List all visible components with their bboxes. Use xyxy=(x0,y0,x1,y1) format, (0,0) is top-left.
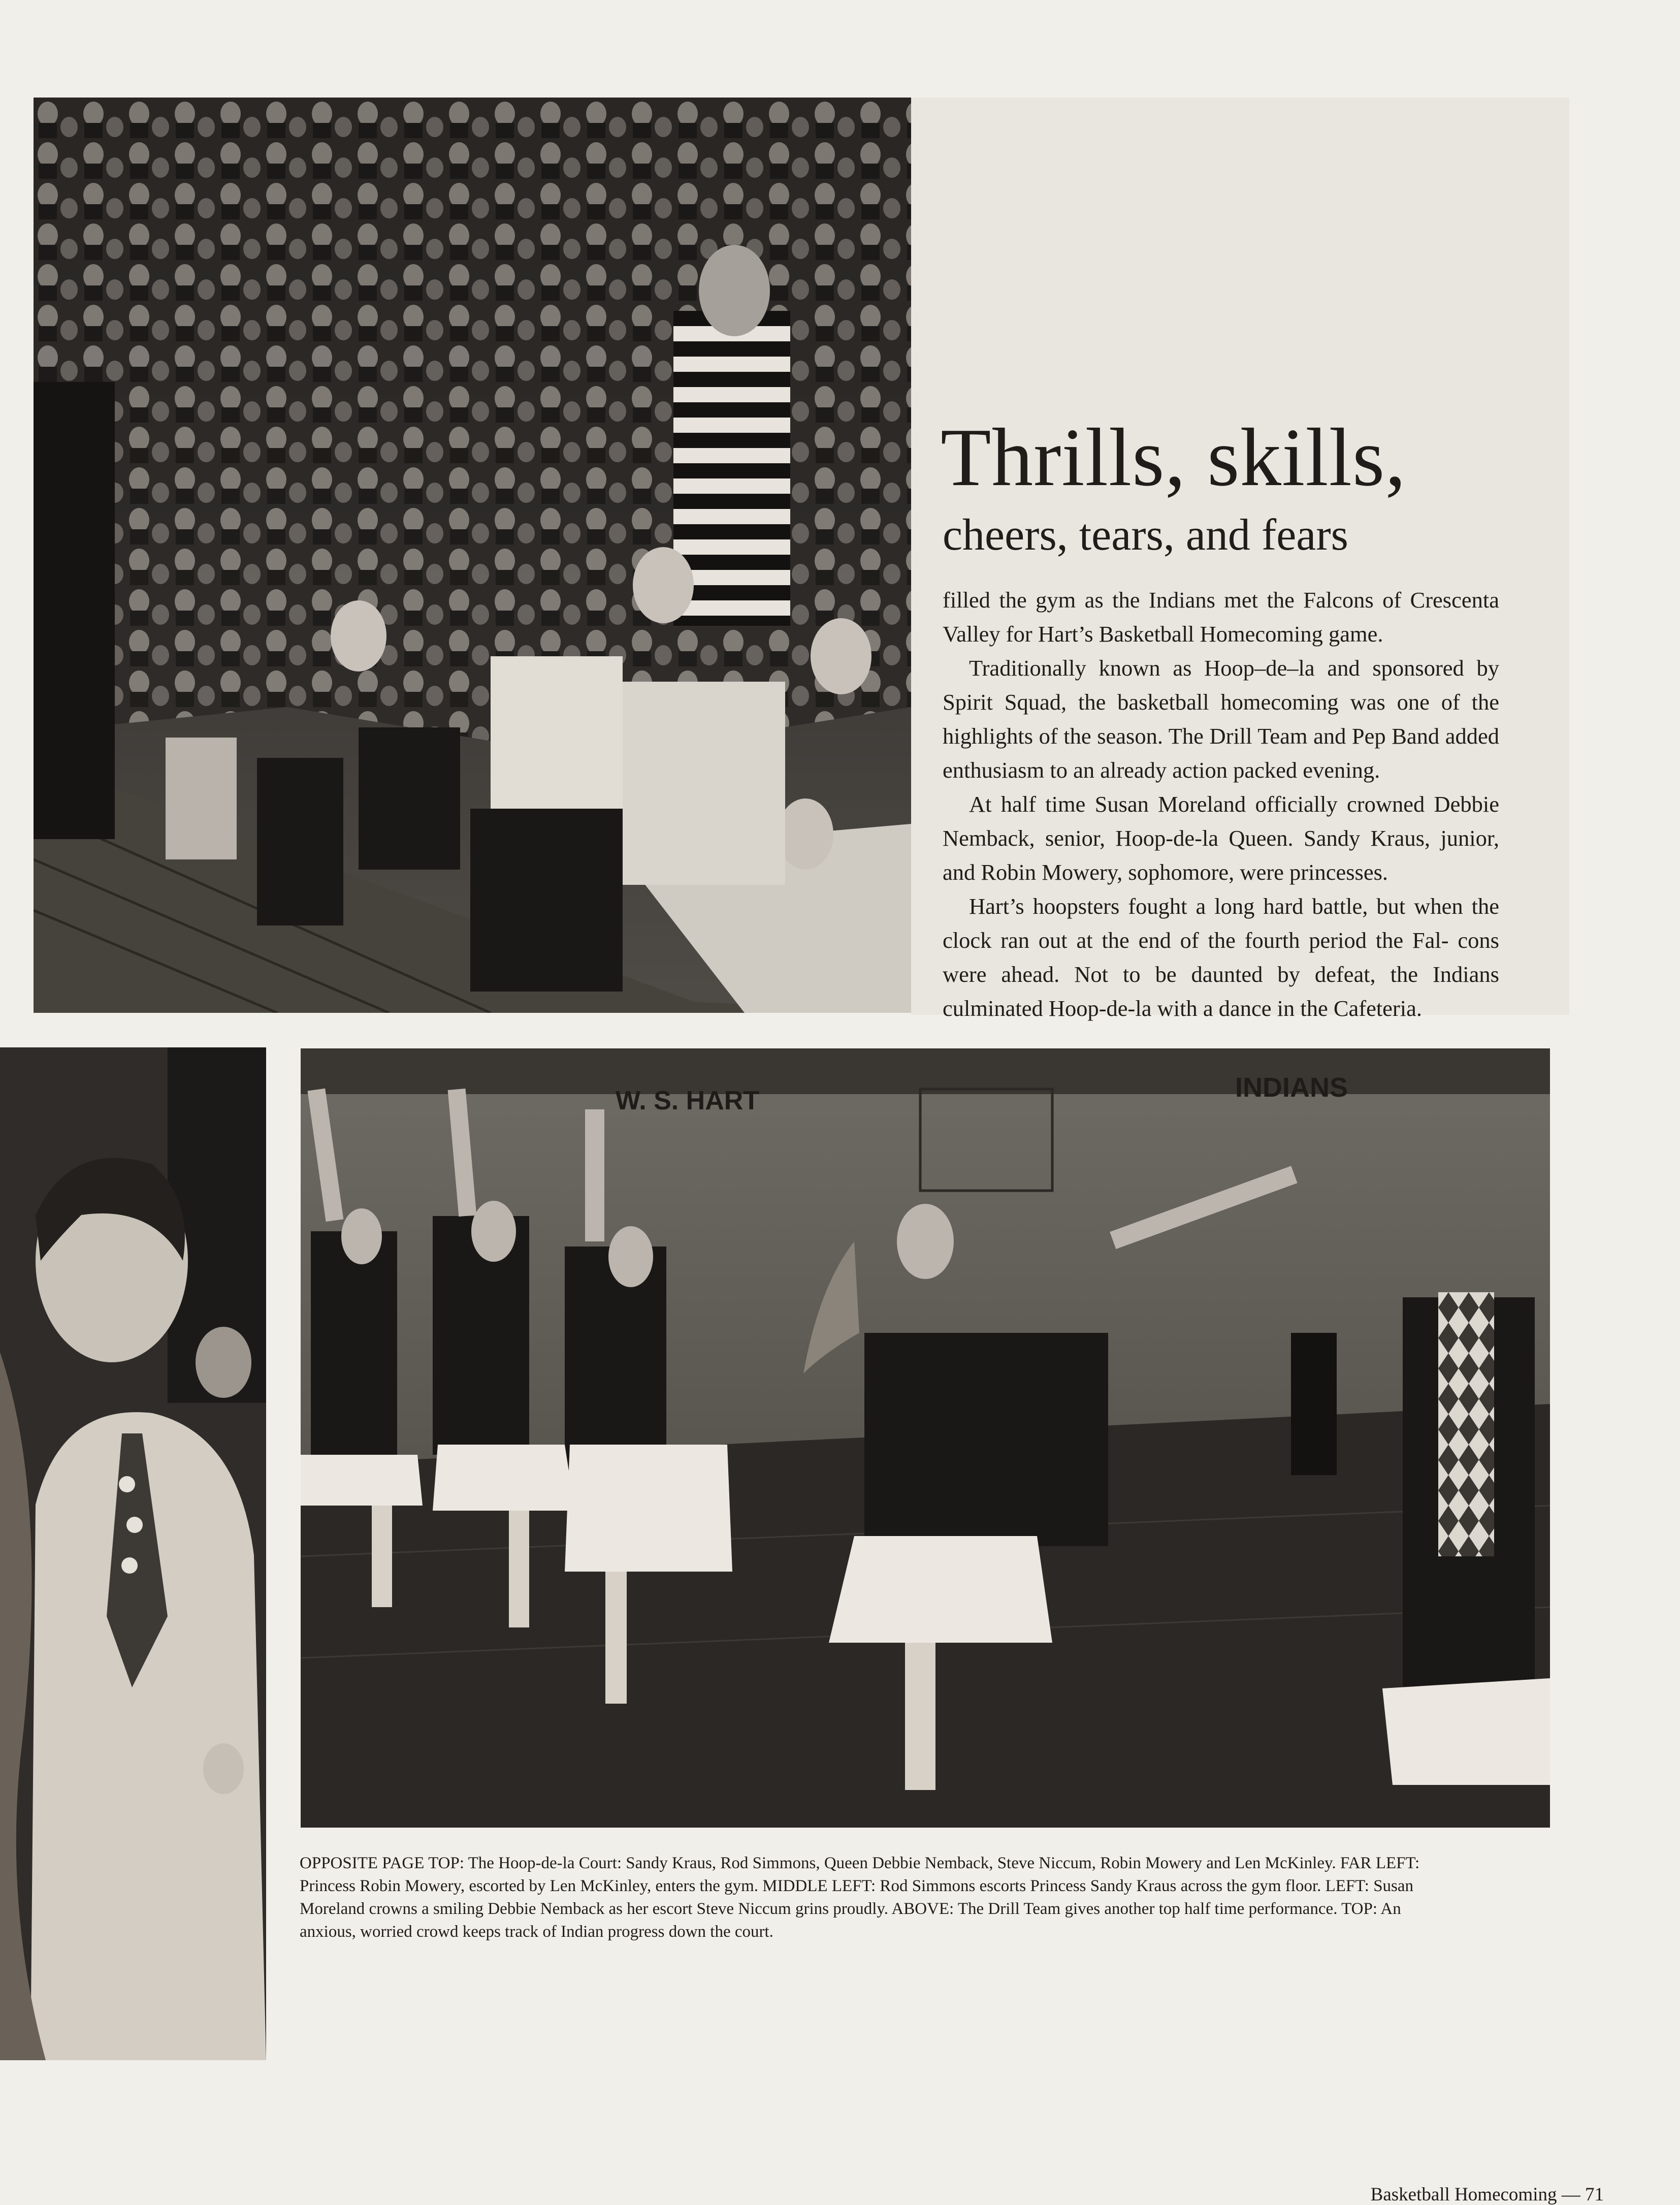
article-paragraph: At half time Susan Moreland officially crowned Debbie Nemback, senior, Hoop-de-la Queen. Sandy Kraus, junior, and Robin Mowery, sophomore, were princesses. xyxy=(943,791,1499,885)
page-headline: Thrills, skills, xyxy=(941,412,1407,503)
article-paragraph: Hart’s hoopsters fought a long hard battle, but when the clock ran out at the end of the fourth period the Fal- cons were ahead. Not to be daunted by defeat, the Indians culminated Hoop-de-la with a dance in the Cafeteria. xyxy=(943,893,1499,1021)
crowd-photo xyxy=(34,98,911,1013)
gym-sign-hart: W. S. HART xyxy=(616,1086,760,1115)
page-folio: Basketball Homecoming — 71 xyxy=(1370,2184,1604,2205)
article-paragraph: Traditionally known as Hoop–de–la and sponsored by Spirit Squad, the basketball homecoming was one of the highlights of the season. The Drill Team and Pep Band added enthusiasm to an already action packed evening. xyxy=(943,655,1499,783)
article-paragraph: filled the gym as the Indians met the Falcons of Crescenta Valley for Hart’s Basketball Homecoming game. xyxy=(943,587,1499,647)
escort-photo xyxy=(0,1047,266,2060)
page-subhead: cheers, tears, and fears xyxy=(943,510,1348,560)
article-body xyxy=(943,583,1499,1026)
photo-caption: OPPOSITE PAGE TOP: The Hoop-de-la Court: Sandy Kraus, Rod Simmons, Queen Debbie Nemback, Steve Niccum, Robin Mowery and Len McKinley. FAR LEFT: Princess Robin Mowery, escorted by Len McKinley, enters the gym. MIDDLE LEFT: Rod Simmons escorts Princess Sandy Kraus across the gym floor. LEFT: Susan Moreland crowns a smiling Debbie Nemback as her escort Steve Niccum grins proudly. ABOVE: The Drill Team gives another top half time performance. TOP: An anxious, worried crowd keeps track of Indian progress down the court. xyxy=(300,1854,1420,1941)
drill-team-photo xyxy=(301,1048,1550,1828)
gym-sign-indians: INDIANS xyxy=(1235,1072,1348,1103)
